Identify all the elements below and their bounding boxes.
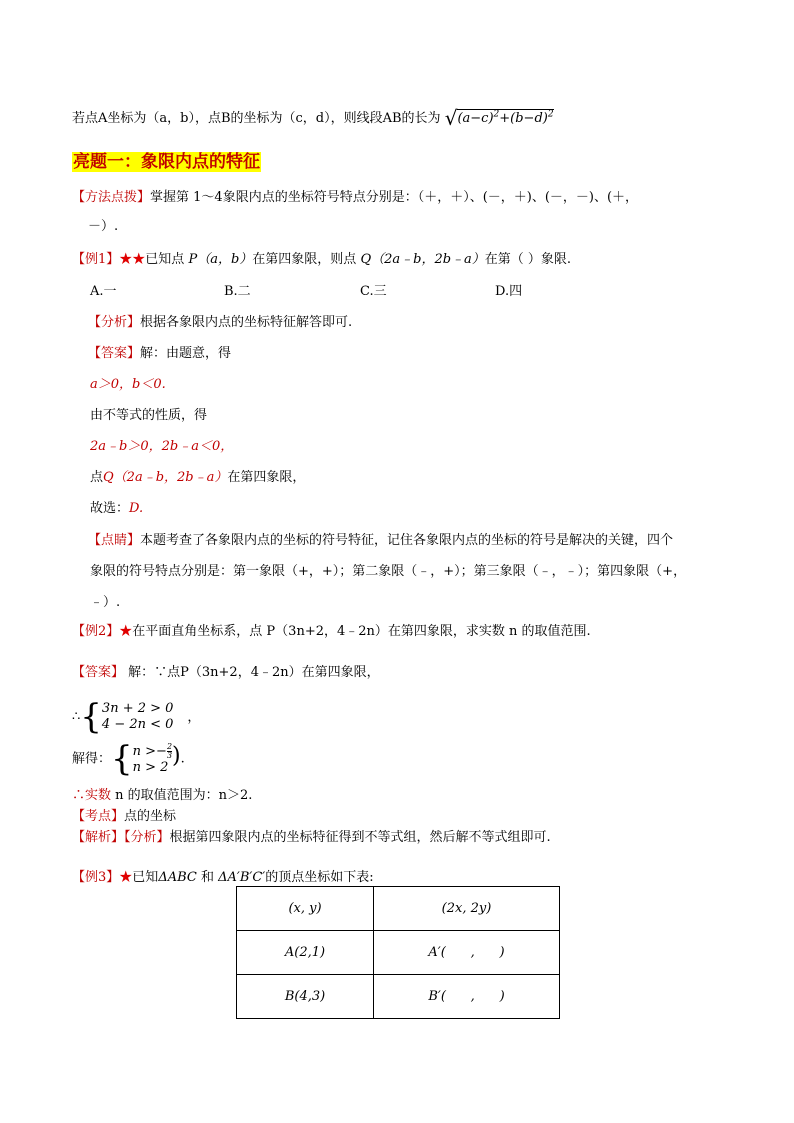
example-1-step-5: 故选：D. xyxy=(90,501,144,516)
example-3-question: 【例3】★已知ΔABC 和 ΔA′B′C′的顶点坐标如下表: xyxy=(72,870,374,885)
difficulty-stars: ★★ xyxy=(119,252,146,267)
method-tag: 【方法点拨】 xyxy=(72,190,151,205)
fraction: $\frac{2}{3}$ xyxy=(166,741,173,760)
table-row xyxy=(237,931,560,975)
table-cell: A(2,1) xyxy=(237,931,374,975)
table-row xyxy=(237,975,560,1019)
table-header-row xyxy=(237,887,560,931)
example-1-answer: 【答案】解：由题意，得 xyxy=(88,346,232,361)
example-1-comment-3: ﹣）. xyxy=(90,595,121,610)
example-1-step-3: 2a﹣b＞0，2b﹣a＜0， xyxy=(90,439,234,454)
table-header: (2x, 2y) xyxy=(374,887,560,931)
example-1-analysis: 【分析】根据各象限内点的坐标特征解答即可. xyxy=(88,315,353,330)
example-2-range: ∴实数 n 的取值范围为：n＞2. xyxy=(72,788,253,803)
option-c: C.三 xyxy=(360,284,387,299)
method-line-1: 【方法点拨】掌握第 1～4象限内点的坐标符号特点分别是：（＋，＋）、(－，＋)、(－，－)、(＋， xyxy=(72,190,639,205)
intro-line xyxy=(72,106,554,130)
option-a: A.一 xyxy=(90,284,117,299)
example-1-step-1: a＞0，b＜0. xyxy=(90,377,166,392)
example-2-explanation: 【解析】【分析】根据第四象限内点的坐标特征得到不等式组，然后解不等式组即可. xyxy=(72,830,551,845)
table-header: (x, y) xyxy=(237,887,374,931)
example-1-tag: 【例1】 xyxy=(72,252,120,267)
option-b: B.二 xyxy=(224,284,251,299)
example-2-answer: 【答案】 解：∵点P（3n+2，4﹣2n）在第四象限， xyxy=(72,665,380,680)
table-cell: A′( , ) xyxy=(374,931,560,975)
example-2-question: 【例2】★在平面直角坐标系，点 P（3n+2，4﹣2n）在第四象限，求实数 n 的取值范围. xyxy=(72,624,591,639)
example-1-comment-2: 象限的符号特点分别是：第一象限（+，+）；第二象限（﹣，+）；第三象限（﹣，﹣）；第四象限（+， xyxy=(90,564,687,579)
example-2-keypoint: 【考点】点的坐标 xyxy=(72,809,177,824)
example-1-step-4: 点Q（2a﹣b，2b﹣a）在第四象限， xyxy=(90,470,306,485)
table-cell: B′( , ) xyxy=(374,975,560,1019)
example-1-comment-1: 【点睛】本题考查了各象限内点的坐标的符号特征，记住各象限内点的坐标的符号是解决的关键，四个 xyxy=(88,533,674,548)
option-d: D.四 xyxy=(495,284,523,299)
inequality-system: ∴{3n + 2 > 0 4 − 2n < 0 ， xyxy=(72,697,201,737)
solution-system: 解得：{n >− $\frac{2}{3}$ n > 2 ). xyxy=(72,739,185,779)
coordinate-table xyxy=(236,886,560,1019)
example-1-step-2: 由不等式的性质，得 xyxy=(90,408,208,423)
distance-formula: $√(a-c)^2+(b-d)^2$ xyxy=(444,106,554,130)
sqrt-symbol: √ xyxy=(444,106,458,130)
table-cell: B(4,3) xyxy=(237,975,374,1019)
intro-text: 若点A坐标为（a，b），点B的坐标为（c，d），则线段AB的长为 xyxy=(72,111,441,126)
section-title: 亮题一：象限内点的特征 xyxy=(73,152,260,172)
method-line-2: －）. xyxy=(88,219,119,234)
example-1-question: 【例1】★★已知点 P（a，b）在第四象限，则点 Q（2a﹣b，2b﹣a）在第（ ）象限. xyxy=(72,252,572,267)
